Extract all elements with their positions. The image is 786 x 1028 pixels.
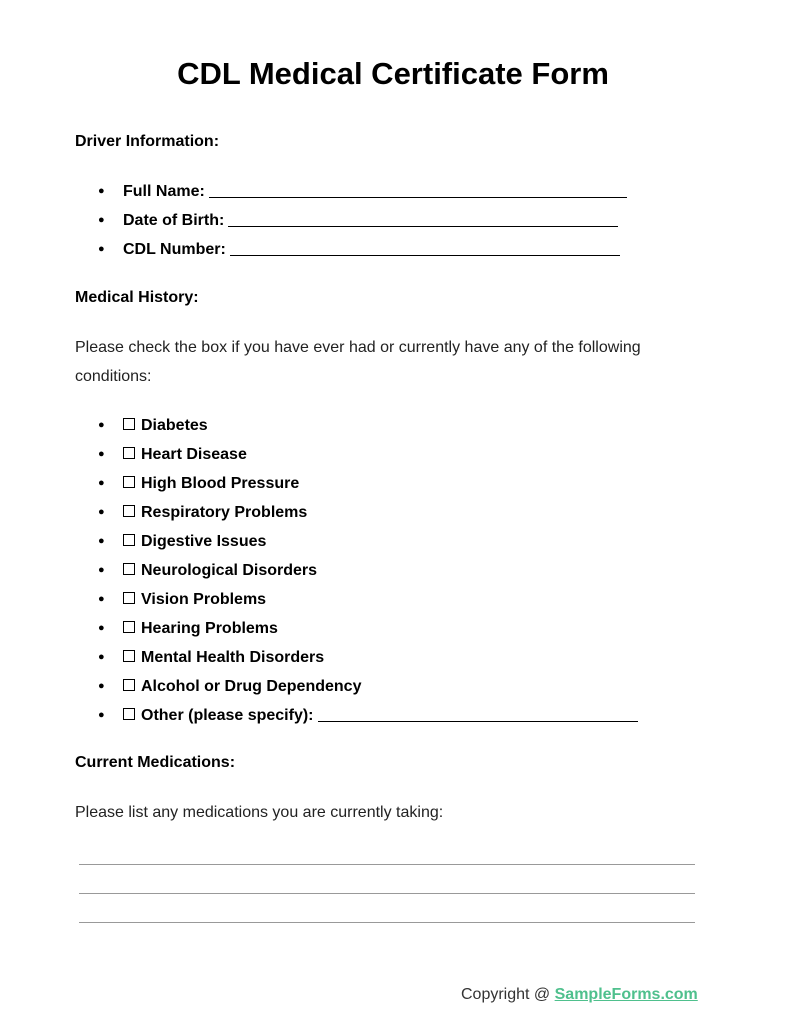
- cdl-number-field[interactable]: [230, 241, 620, 256]
- condition-label: Hearing Problems: [141, 620, 278, 637]
- page-title: CDL Medical Certificate Form: [177, 56, 609, 91]
- condition-item: [75, 498, 638, 527]
- condition-label: Vision Problems: [141, 591, 267, 608]
- condition-label: Respiratory Problems: [141, 504, 308, 521]
- date-of-birth-label: Date of Birth:: [123, 212, 225, 229]
- full-name-label: Full Name:: [123, 183, 205, 200]
- other-checkbox[interactable]: [123, 708, 135, 720]
- mental-health-disorders-checkbox[interactable]: [123, 650, 135, 662]
- list-item: [75, 235, 627, 264]
- hearing-problems-checkbox[interactable]: [123, 621, 135, 633]
- medical-history-instructions: Please check the box if you have ever had or currently have any of the following conditions:: [75, 339, 641, 385]
- condition-item: [75, 527, 638, 556]
- sampleforms-link[interactable]: SampleForms.com: [554, 986, 698, 1003]
- cdl-number-label: CDL Number:: [123, 241, 226, 258]
- condition-item: [75, 556, 638, 585]
- medication-line-3[interactable]: [79, 922, 695, 923]
- heart-disease-checkbox[interactable]: [123, 447, 135, 459]
- condition-label: Neurological Disorders: [141, 562, 318, 579]
- condition-item: [75, 643, 638, 672]
- neurological-disorders-checkbox[interactable]: [123, 563, 135, 575]
- date-of-birth-field[interactable]: [228, 212, 618, 227]
- full-name-field[interactable]: [209, 183, 627, 198]
- list-item: [75, 177, 627, 206]
- condition-label: High Blood Pressure: [141, 475, 300, 492]
- condition-item: [75, 469, 638, 498]
- medication-line-2[interactable]: [79, 893, 695, 894]
- digestive-issues-checkbox[interactable]: [123, 534, 135, 546]
- medication-line-1[interactable]: [79, 864, 695, 865]
- driver-information-list: [75, 177, 627, 264]
- high-blood-pressure-checkbox[interactable]: [123, 476, 135, 488]
- condition-item: [75, 585, 638, 614]
- alcohol-drug-dependency-checkbox[interactable]: [123, 679, 135, 691]
- condition-label: Alcohol or Drug Dependency: [141, 678, 362, 695]
- footer: [461, 985, 698, 1005]
- condition-label: Diabetes: [141, 417, 208, 434]
- condition-label: Mental Health Disorders: [141, 649, 325, 666]
- diabetes-checkbox[interactable]: [123, 418, 135, 430]
- condition-item: [75, 440, 638, 469]
- copyright-text: Copyright @: [461, 986, 551, 1003]
- other-specify-field[interactable]: [318, 707, 638, 722]
- vision-problems-checkbox[interactable]: [123, 592, 135, 604]
- respiratory-problems-checkbox[interactable]: [123, 505, 135, 517]
- medical-history-heading: Medical History:: [75, 289, 199, 306]
- condition-label: Other (please specify):: [141, 707, 314, 724]
- condition-item: [75, 701, 638, 730]
- condition-label: Digestive Issues: [141, 533, 267, 550]
- current-medications-heading: Current Medications:: [75, 754, 236, 771]
- driver-information-heading: Driver Information:: [75, 133, 220, 150]
- list-item: [75, 206, 627, 235]
- condition-item: [75, 614, 638, 643]
- conditions-list: [75, 411, 638, 730]
- condition-item: [75, 672, 638, 701]
- condition-item: [75, 411, 638, 440]
- condition-label: Heart Disease: [141, 446, 247, 463]
- current-medications-instructions: Please list any medications you are currently taking:: [75, 804, 444, 821]
